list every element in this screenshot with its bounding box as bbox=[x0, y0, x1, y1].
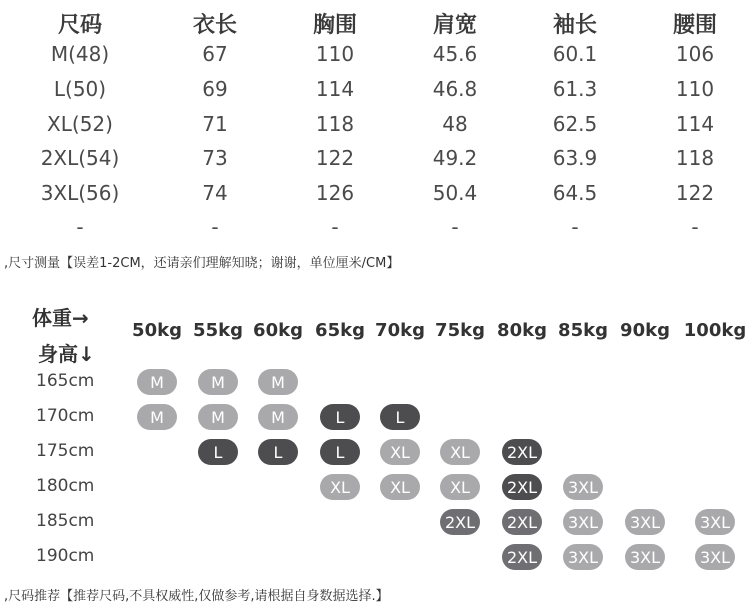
measurement-cell: 63.9 bbox=[552, 146, 598, 170]
measurement-cell: - bbox=[211, 215, 219, 239]
height-label: 190cm bbox=[36, 546, 95, 566]
measurement-cell: 61.3 bbox=[552, 77, 598, 101]
weight-label: 100kg bbox=[683, 320, 747, 341]
weight-label: 50kg bbox=[132, 320, 182, 341]
size-badge: L bbox=[380, 404, 420, 430]
measurement-cell: - bbox=[691, 215, 699, 239]
column-header: 腰围 bbox=[672, 13, 717, 38]
size-badge: 2XL bbox=[502, 509, 542, 535]
height-label: 185cm bbox=[36, 511, 95, 531]
height-label: 170cm bbox=[36, 406, 95, 426]
size-badge: 3XL bbox=[695, 544, 735, 570]
measurement-cell: 62.5 bbox=[552, 112, 598, 136]
weight-label: 85kg bbox=[558, 320, 608, 341]
measurement-cell: 114 bbox=[675, 112, 715, 136]
size-badge: 2XL bbox=[440, 509, 480, 535]
weight-label: 80kg bbox=[497, 320, 547, 341]
measurement-note: ,尺寸测量【误差1-2CM，还请亲们理解知晓；谢谢，单位厘米/CM】 bbox=[4, 256, 400, 271]
weight-axis-label: 体重→ bbox=[32, 306, 89, 330]
size-badge: 3XL bbox=[563, 544, 603, 570]
measurement-cell: 48 bbox=[442, 112, 468, 136]
size-badge: XL bbox=[380, 474, 420, 500]
measurement-cell: 118 bbox=[675, 146, 715, 170]
size-badge: 3XL bbox=[625, 509, 665, 535]
size-badge: 2XL bbox=[502, 544, 542, 570]
size-label: - bbox=[76, 215, 84, 239]
measurement-cell: 64.5 bbox=[552, 181, 598, 205]
measurement-cell: 122 bbox=[675, 181, 715, 205]
size-label: 3XL(56) bbox=[40, 181, 120, 205]
weight-label: 65kg bbox=[315, 320, 365, 341]
measurement-cell: 67 bbox=[202, 42, 228, 66]
column-header: 袖长 bbox=[552, 13, 597, 38]
size-badge: L bbox=[258, 439, 298, 465]
column-header: 胸围 bbox=[312, 13, 357, 38]
size-badge: 2XL bbox=[502, 474, 542, 500]
size-label: XL(52) bbox=[47, 112, 113, 136]
measurement-cell: 73 bbox=[202, 146, 228, 170]
size-label: 2XL(54) bbox=[40, 146, 120, 170]
size-badge: XL bbox=[440, 474, 480, 500]
height-label: 175cm bbox=[36, 441, 95, 461]
height-label: 180cm bbox=[36, 476, 95, 496]
size-label: M(48) bbox=[50, 42, 110, 66]
measurement-cell: 114 bbox=[315, 77, 355, 101]
size-badge: M bbox=[258, 404, 298, 430]
column-header: 肩宽 bbox=[432, 13, 477, 38]
measurement-cell: 118 bbox=[315, 112, 355, 136]
size-badge: 3XL bbox=[695, 509, 735, 535]
size-badge: 3XL bbox=[625, 544, 665, 570]
size-label: L(50) bbox=[53, 77, 107, 101]
measurement-cell: 69 bbox=[202, 77, 228, 101]
size-badge: XL bbox=[440, 439, 480, 465]
recommendation-note: ,尺码推荐【推荐尺码,不具权威性,仅做参考,请根据自身数据选择.】 bbox=[4, 589, 389, 604]
measurement-cell: 110 bbox=[675, 77, 715, 101]
height-axis-label: 身高↓ bbox=[38, 342, 95, 366]
measurement-cell: 71 bbox=[202, 112, 228, 136]
measurement-cell: - bbox=[331, 215, 339, 239]
column-header: 尺码 bbox=[57, 13, 102, 38]
height-label: 165cm bbox=[36, 371, 95, 391]
measurement-cell: 126 bbox=[315, 181, 355, 205]
measurement-cell: 45.6 bbox=[432, 42, 478, 66]
measurement-cell: 50.4 bbox=[432, 181, 478, 205]
measurement-cell: - bbox=[571, 215, 579, 239]
weight-label: 90kg bbox=[620, 320, 670, 341]
weight-label: 55kg bbox=[193, 320, 243, 341]
measurement-cell: - bbox=[451, 215, 459, 239]
size-badge: L bbox=[198, 439, 238, 465]
size-badge: M bbox=[198, 404, 238, 430]
measurement-cell: 110 bbox=[315, 42, 355, 66]
size-badge: L bbox=[320, 404, 360, 430]
size-badge: M bbox=[137, 369, 177, 395]
size-badge: XL bbox=[380, 439, 420, 465]
measurement-cell: 46.8 bbox=[432, 77, 478, 101]
size-badge: M bbox=[137, 404, 177, 430]
size-badge: M bbox=[258, 369, 298, 395]
measurement-cell: 60.1 bbox=[552, 42, 598, 66]
size-badge: M bbox=[198, 369, 238, 395]
weight-label: 75kg bbox=[435, 320, 485, 341]
size-badge: 3XL bbox=[563, 474, 603, 500]
size-badge: XL bbox=[320, 474, 360, 500]
weight-label: 60kg bbox=[253, 320, 303, 341]
weight-label: 70kg bbox=[375, 320, 425, 341]
measurement-cell: 74 bbox=[202, 181, 228, 205]
size-badge: L bbox=[320, 439, 360, 465]
size-badge: 3XL bbox=[563, 509, 603, 535]
measurement-cell: 49.2 bbox=[432, 146, 478, 170]
measurement-cell: 106 bbox=[675, 42, 715, 66]
size-badge: 2XL bbox=[502, 439, 542, 465]
column-header: 衣长 bbox=[192, 13, 237, 38]
measurement-cell: 122 bbox=[315, 146, 355, 170]
